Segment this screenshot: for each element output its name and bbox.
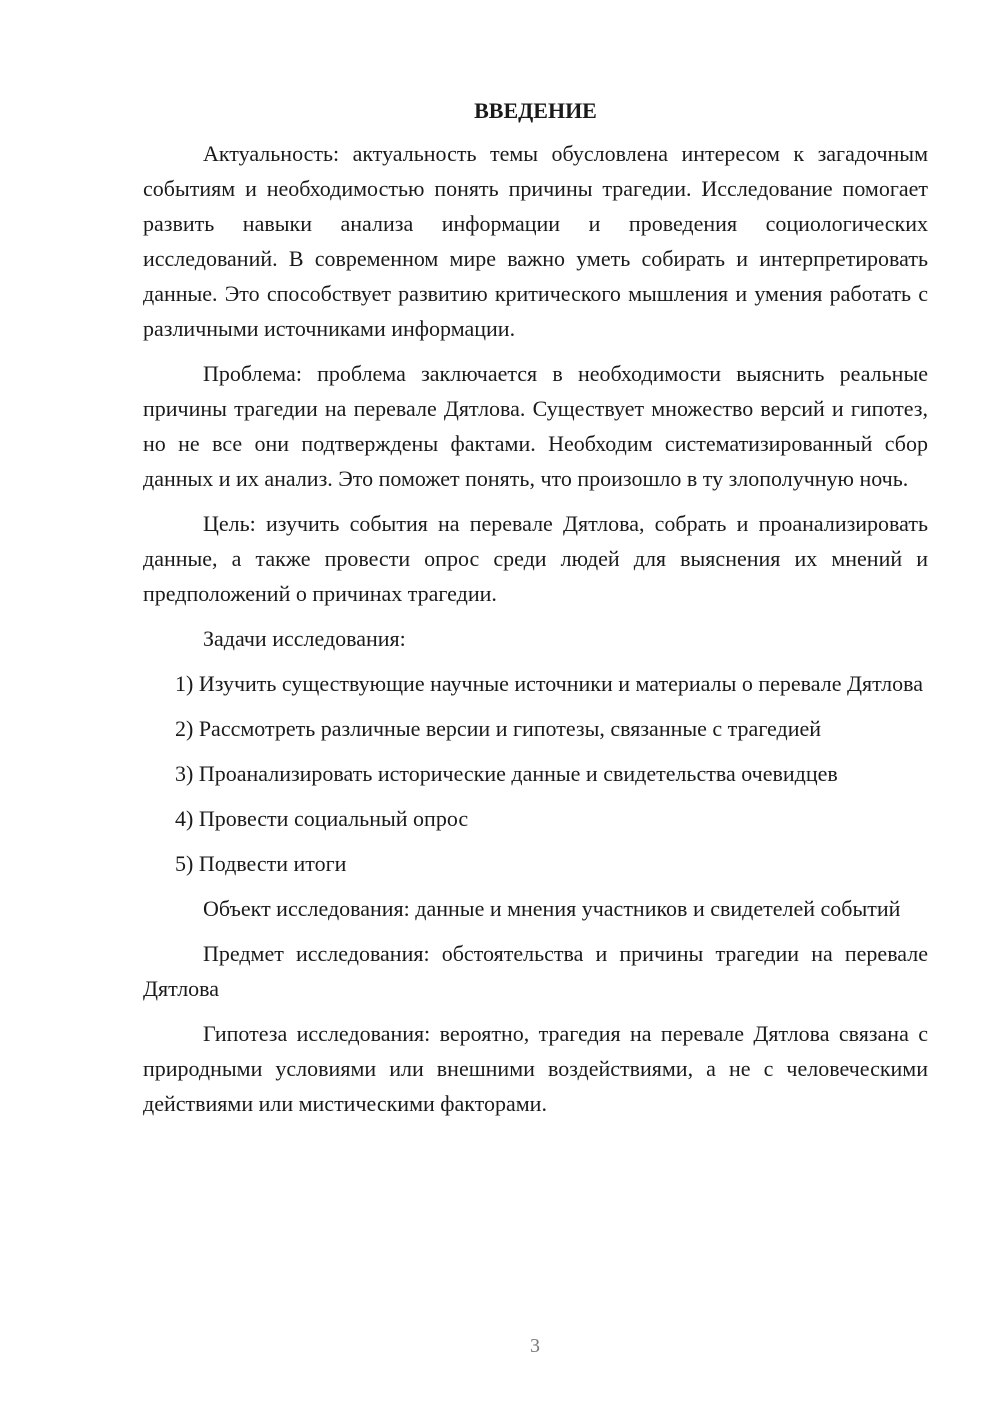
object-paragraph: Объект исследования: данные и мнения участников и свидетелей событий	[203, 896, 901, 921]
task-item-3: 3) Проанализировать исторические данные и свидетельства очевидцев	[175, 761, 838, 786]
task-item-2: 2) Рассмотреть различные версии и гипотезы, связанные с трагедией	[175, 716, 822, 741]
document-body	[143, 96, 928, 1131]
task-item-1: 1) Изучить существующие научные источники и материалы о перевале Дятлова	[175, 671, 923, 696]
subject-paragraph: Предмет исследования: обстоятельства и причины трагедии на перевале Дятлова	[143, 941, 928, 1001]
task-list	[143, 666, 928, 881]
page-title: ВВЕДЕНИЕ	[474, 98, 597, 123]
task-item-4: 4) Провести социальный опрос	[175, 806, 469, 831]
hypothesis-paragraph: Гипотеза исследования: вероятно, трагедия на перевале Дятлова связана с природными условиями или внешними воздействиями, а не с человеческими действиями или мистическими факторами.	[143, 1021, 928, 1116]
problem-paragraph: Проблема: проблема заключается в необходимости выяснить реальные причины трагедии на перевале Дятлова. Существует множество версий и гипотез, но не все они подтверждены фактами. Необходим систематизированный сбор данных и их анализ. Это поможет понять, что произошло в ту злополучную ночь.	[143, 361, 928, 491]
relevance-paragraph: Актуальность: актуальность темы обусловлена интересом к загадочным событиям и необходимостью понять причины трагедии. Исследование помогает развить навыки анализа информации и проведения социологических исследований. В современном мире важно уметь собирать и интерпретировать данные. Это способствует развитию критического мышления и умения работать с различными источниками информации.	[143, 141, 928, 341]
goal-paragraph: Цель: изучить события на перевале Дятлова, собрать и проанализировать данные, а также провести опрос среди людей для выяснения их мнений и предположений о причинах трагедии.	[143, 511, 928, 606]
page-number: 3	[530, 1335, 540, 1357]
task-item-5: 5) Подвести итоги	[175, 851, 347, 876]
tasks-heading: Задачи исследования:	[203, 626, 406, 651]
